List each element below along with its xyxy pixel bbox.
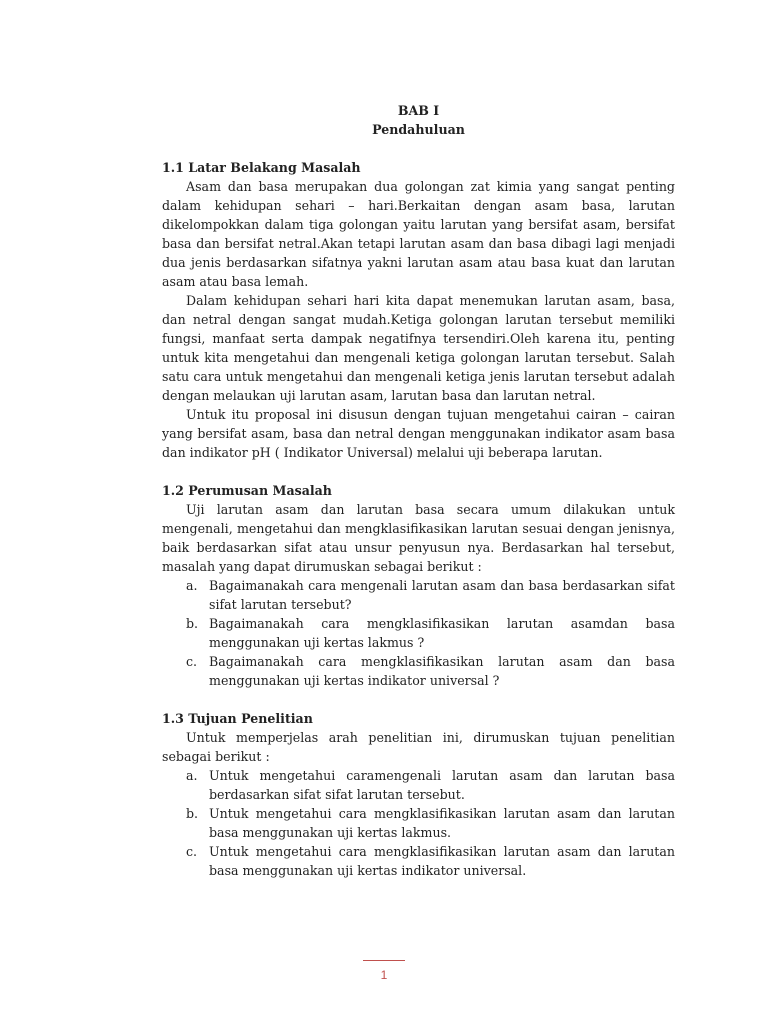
paragraph: Uji larutan asam dan larutan basa secara umum dilakukan untuk mengenali, mengetahui dan mengklasifikasikan larutan sesuai dengan jenisnya, baik berdasarkan sifat atau unsur penyusun nya. Berdasarkan hal tersebut, masalah yang dapat dirumuskan sebagai berikut : — [162, 502, 675, 574]
section-heading: 1.2 Perumusan Masalah — [162, 483, 332, 498]
list-marker: c. — [186, 654, 198, 669]
list-item — [162, 576, 675, 614]
chapter-title: Pendahuluan — [372, 122, 465, 137]
objective-list — [162, 766, 675, 880]
page-footer — [363, 960, 405, 982]
section-heading: 1.1 Latar Belakang Masalah — [162, 160, 361, 175]
spacer — [162, 690, 675, 709]
section-perumusan-masalah — [162, 481, 675, 690]
page-content — [162, 101, 675, 880]
footer-rule — [363, 960, 405, 961]
problem-list — [162, 576, 675, 690]
paragraph: Asam dan basa merupakan dua golongan zat kimia yang sangat penting dalam kehidupan sehari – hari.Berkaitan dengan asam basa, larutan dikelompokkan dalam tiga golongan yaitu larutan yang bersifat asam, bersifat basa dan bersifat netral.Akan tetapi larutan asam dan basa dibagi lagi menjadi dua jenis berdasarkan sifatnya yakni larutan asam atau basa kuat dan larutan asam atau basa lemah. — [162, 179, 675, 289]
list-item — [162, 652, 675, 690]
spacer — [162, 462, 675, 481]
list-item-text: Bagaimanakah cara mengklasifikasikan larutan asamdan basa menggunakan uji kertas lakmus ? — [209, 616, 675, 650]
list-marker: a. — [186, 768, 198, 783]
paragraph: Untuk itu proposal ini disusun dengan tujuan mengetahui cairan – cairan yang bersifat asam, basa dan netral dengan menggunakan indikator asam basa dan indikator pH ( Indikator Universal) melalui uji beberapa larutan. — [162, 407, 675, 460]
list-item — [162, 804, 675, 842]
list-marker: c. — [186, 844, 198, 859]
list-item-text: Bagaimanakah cara mengenali larutan asam dan basa berdasarkan sifat sifat larutan tersebut? — [209, 578, 675, 612]
list-marker: a. — [186, 578, 198, 593]
list-item-text: Untuk mengetahui cara mengklasifikasikan larutan asam dan larutan basa menggunakan uji kertas indikator universal. — [209, 844, 675, 878]
list-marker: b. — [186, 616, 199, 631]
section-tujuan-penelitian — [162, 709, 675, 880]
section-heading: 1.3 Tujuan Penelitian — [162, 711, 313, 726]
list-marker: b. — [186, 806, 199, 821]
chapter-label: BAB I — [397, 103, 440, 118]
list-item-text: Bagaimanakah cara mengklasifikasikan larutan asam dan basa menggunakan uji kertas indikator universal ? — [209, 654, 675, 688]
spacer — [162, 139, 675, 158]
list-item-text: Untuk mengetahui caramengenali larutan asam dan larutan basa berdasarkan sifat sifat larutan tersebut. — [209, 768, 675, 802]
paragraph: Untuk memperjelas arah penelitian ini, dirumuskan tujuan penelitian sebagai berikut : — [162, 730, 675, 764]
list-item — [162, 766, 675, 804]
paragraph: Dalam kehidupan sehari hari kita dapat menemukan larutan asam, basa, dan netral dengan sangat mudah.Ketiga golongan larutan tersebut memiliki fungsi, manfaat serta dampak negatifnya tersendiri.Oleh karena itu, penting untuk kita mengetahui dan mengenali ketiga golongan larutan tersebut. Salah satu cara untuk mengetahui dan mengenali ketiga jenis larutan tersebut adalah dengan melaukan uji larutan asam, larutan basa dan larutan netral. — [162, 293, 675, 403]
list-item-text: Untuk mengetahui cara mengklasifikasikan larutan asam dan larutan basa menggunakan uji kertas lakmus. — [209, 806, 675, 840]
list-item — [162, 842, 675, 880]
section-latar-belakang — [162, 158, 675, 462]
page-number: 1 — [380, 968, 388, 982]
list-item — [162, 614, 675, 652]
